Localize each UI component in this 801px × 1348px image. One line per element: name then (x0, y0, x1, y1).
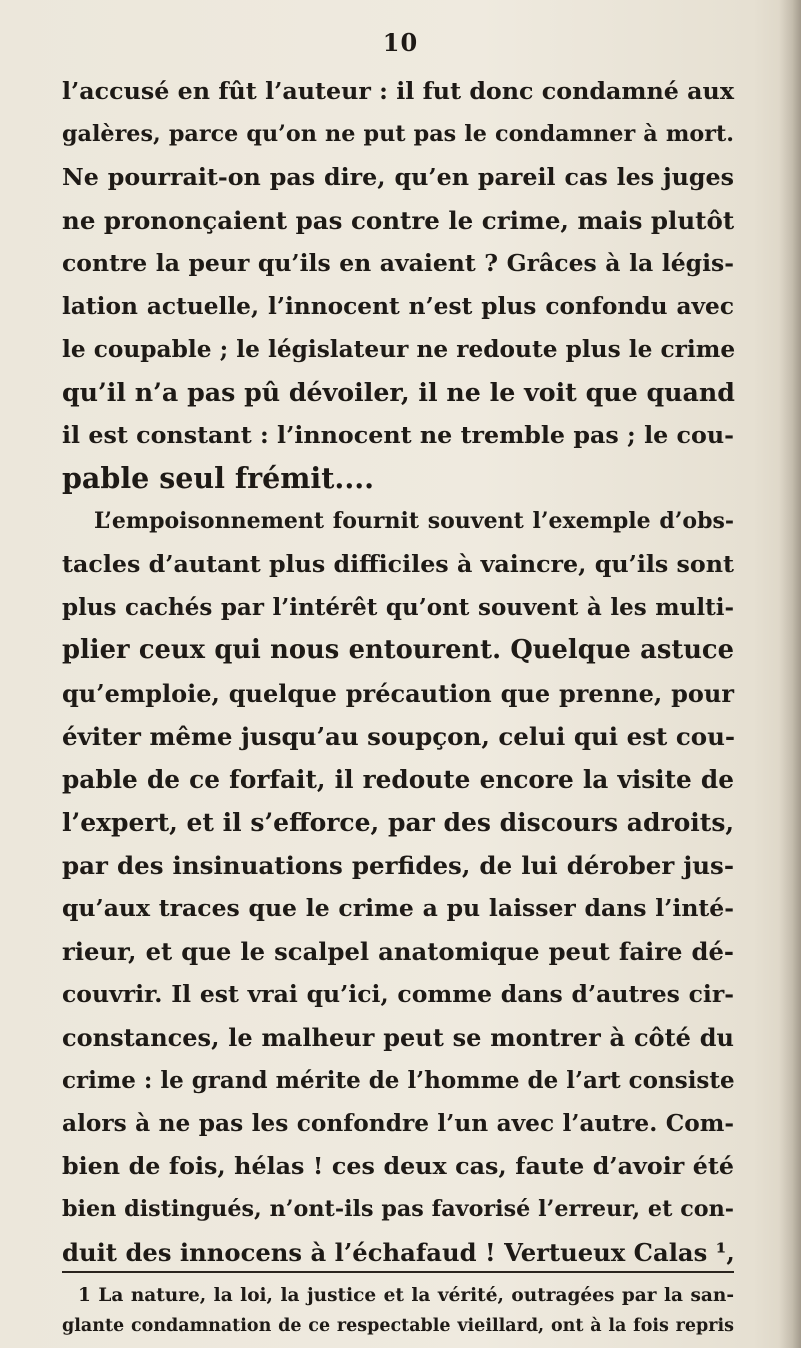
paragraph-start-line: L’empoisonnement fournit souvent l’exemple d’obs- (94, 508, 734, 534)
text-line: crime : le grand mérite de l’homme de l’art consiste (62, 1067, 735, 1094)
text-line: Ne pourrait-on pas dire, qu’en pareil cas les juges (62, 163, 734, 191)
text-line: duit des innocens à l’échafaud ! Vertueux Calas ¹, (62, 1238, 735, 1267)
text-line: bien distingués, n’ont-ils pas favorisé l’erreur, et con- (62, 1196, 734, 1222)
footnote (62, 1281, 734, 1341)
text-line: l’accusé en fût l’auteur : il fut donc condamné aux (62, 77, 734, 105)
footnote-divider (62, 1271, 734, 1273)
text-line: couvrir. Il est vrai qu’ici, comme dans d’autres cir- (62, 980, 734, 1008)
text-line: qu’emploie, quelque précaution que prenne, pour (62, 679, 734, 708)
text-line: qu’il n’a pas pû dévoiler, il ne le voit que quand (62, 377, 735, 407)
text-line: constances, le malheur peut se montrer à côté du (62, 1023, 734, 1052)
text-line: tacles d’autant plus difficiles à vaincre, qu’ils sont (62, 550, 734, 578)
page-number: 10 (382, 28, 419, 57)
text-line: le coupable ; le législateur ne redoute plus le crime (62, 336, 736, 363)
text-line: ne prononçaient pas contre le crime, mais plutôt (62, 206, 735, 235)
text-line: qu’aux traces que le crime a pu laisser dans l’inté- (62, 894, 734, 922)
text-line: plier ceux qui nous entourent. Quelque astuce (62, 635, 734, 665)
text-line: alors à ne pas les confondre l’un avec l’autre. Com- (62, 1110, 734, 1137)
footnote-line: 1 La nature, la loi, la justice et la vérité, outragées par la san- (78, 1285, 734, 1306)
text-line: pable seul frémit.... (62, 461, 375, 495)
text-line: galères, parce qu’on ne put pas le condamner à mort. (62, 121, 734, 147)
text-line: plus cachés par l’intérêt qu’ont souvent à les multi- (62, 594, 734, 621)
text-line: par des insinuations perfides, de lui dérober jus- (62, 851, 734, 880)
text-line: pable de ce forfait, il redoute encore la visite de (62, 765, 734, 794)
text-line: rieur, et que le scalpel anatomique peut faire dé- (62, 937, 734, 966)
text-line: éviter même jusqu’au soupçon, celui qui est cou- (62, 722, 736, 751)
text-line: contre la peur qu’ils en avaient ? Grâces à la légis- (62, 249, 734, 277)
text-line: il est constant : l’innocent ne tremble pas ; le cou- (62, 421, 734, 449)
footnote-line: glante condamnation de ce respectable vieillard, ont à la fois repris (62, 1316, 734, 1336)
body-text (62, 70, 734, 1274)
text-line: l’expert, et il s’efforce, par des discours adroits, (62, 808, 735, 837)
text-line: lation actuelle, l’innocent n’est plus confondu avec (62, 293, 734, 320)
text-line: bien de fois, hélas ! ces deux cas, faute d’avoir été (62, 1152, 734, 1180)
page-edge-shadow (779, 0, 801, 1348)
